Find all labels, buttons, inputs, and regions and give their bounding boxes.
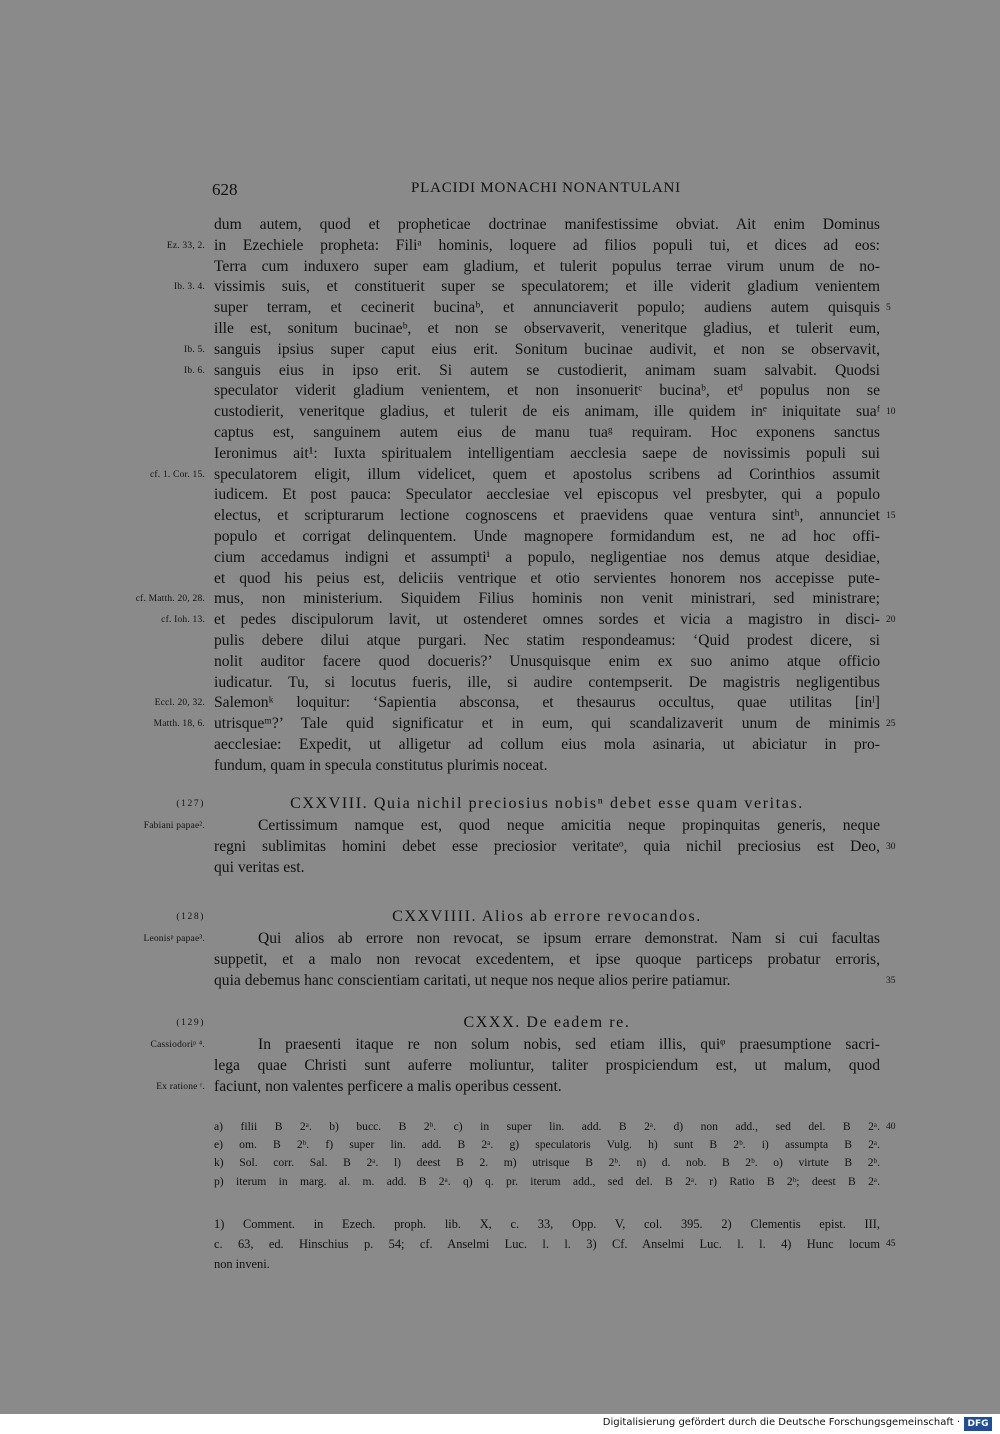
text-line [166,236,880,257]
line-text: a) filii B 2ᵃ. b) bucc. B 2ᵇ. c) in super lin. add. B 2ᵃ. d) non add., sed del. B 2ᵃ. [214,1120,880,1133]
line-number: 15 [886,511,896,522]
text-line [214,735,880,756]
main-text [135,215,896,777]
marginal-reference: cf. Ioh. 13. [161,615,205,626]
text-line [214,1173,880,1191]
text-line [214,631,880,652]
text-line [154,693,880,714]
line-text: sanguis ipsius super caput eius erit. Sonitum bucinae audivit, et non se observavit, [214,340,880,358]
text-line [214,1118,896,1136]
text-line [214,1056,880,1077]
marginal-reference: Ib. 6. [184,365,205,376]
chapter-number: (127) [176,799,205,809]
line-text: nolit auditor facere quod docueris?’ Unusquisque enim ex suo animo atque officio [214,652,880,670]
marginal-reference: Ex ratione ʳ. [156,1081,205,1092]
text-line [214,423,880,444]
line-text: custodierit, veneritque gladius, et tulerit de eis animam, ille quidem inᵉ iniquitate suaᶠ [214,403,880,421]
line-text: quia debemus hanc conscientiam caritati, ut neque nos neque alios perire patiamur. [214,971,731,989]
text-line [135,589,880,610]
line-text: Salemonᵏ loquitur: ‘Sapientia absconsa, et thesaurus occultus, quae utilitas [inˡ] [214,694,880,712]
line-text: electus, et scripturarum lectione cognoscens et praevidens quae ventura sintʰ, annunciet [214,507,880,525]
text-line [214,837,896,858]
chapter-title: CXXVIIII. Alios ab errore revocandos. [392,908,702,925]
text-line [184,361,880,382]
line-text: iudicem. Et post pauca: Speculator aecclesiae vel episcopus vel presbyter, qui a populo [214,486,880,504]
critical-apparatus [214,1118,896,1191]
line-number: 30 [886,841,896,852]
text-line [150,1035,880,1056]
line-text: In praesenti itaque re non solum nobis, sed etiam illis, quiᵠ praesumptione sacri- [258,1036,880,1053]
line-text: e) om. B 2ᵇ. f) super lin. add. B 2ᵃ. g) speculatoris Vulg. h) sunt B 2ᵇ. i) assumpta B 2ᵃ. [214,1138,880,1152]
text-line [143,929,880,950]
text-line [214,971,896,992]
marginal-reference: Ib. 5. [184,344,205,355]
chapter-heading [176,905,880,929]
text-line [184,340,880,361]
text-line [153,714,896,735]
line-text: super terram, et cecinerit bucinaᵇ, et annunciaverit populo; audiens autem quisquis [214,299,880,317]
text-line [214,319,880,340]
text-line [214,652,880,673]
text-line [214,298,891,319]
line-text: speculatorem eligit, illum videlicet, quem et apostolus scribens ad Corinthios assumit [214,465,880,483]
line-text: c. 63, ed. Hinschius p. 54; cf. Anselmi Luc. l. l. 3) Cf. Anselmi Luc. l. l. 4) Hunc locum [214,1237,880,1251]
text-line [214,548,880,569]
line-text: Ieronimus ait¹: Iuxta spiritualem intelligentiam aecclesia saepe de novissimis populi sui [214,444,880,462]
text-line [214,950,880,971]
text-line [214,485,880,506]
marginal-reference: Eccl. 20, 32. [154,698,205,709]
text-line [143,816,880,837]
text-line [214,1254,880,1274]
chapter-title: CXXVIII. Quia nichil preciosius nobisⁿ debet esse quam veritas. [290,795,804,812]
line-text: et pedes discipulorum lavit, ut ostenderet omnes sordes et vicia a magistro in disci- [214,611,880,629]
line-text: iudicatur. Tu, si locutus fueris, ille, si audire contempserit. De magistris negligentibus [214,673,880,691]
chapter-title: CXXX. De eadem re. [463,1014,631,1031]
footer-credit-bar [0,1414,1000,1434]
line-text: qui veritas est. [214,858,305,876]
line-text: p) iterum in marg. al. m. add. B 2ᵃ. q) q. pr. iterum add., sed del. B 2ᵃ. r) Ratio B 2ᵇ; deest B 2ᵃ. [214,1174,880,1188]
page-number: 628 [212,180,238,199]
line-text: vissimis suis, et constituerit super se speculatorem; et ille viderit gladium venientem [214,278,880,296]
line-text: et quod his peius est, deliciis ventrique et otio servientes honorem nos accepisse pute- [214,569,880,587]
chapter-section [143,792,896,878]
line-text: populo et corrigat delinquentem. Unde magnopere formidandum est, ne ad hoc offi- [214,527,880,545]
line-text: captus est, sanguinem autem eius de manu tuaᵍ requiram. Hoc exponens sanctus [214,423,880,441]
line-text: 1) Comment. in Ezech. proph. lib. X, c. 33, Opp. V, col. 395. 2) Clementis epist. III, [214,1217,880,1231]
chapter-section [150,1011,880,1097]
line-text: utrisqueᵐ?’ Tale quid significatur et in eum, qui scandalizaverit unum de minimis [214,715,880,733]
line-number: 40 [886,1122,896,1132]
text-line [173,277,880,298]
dfg-logo: DFG [964,1417,992,1431]
line-text: lega quae Christi sunt auferre moliuntur, taliter prospiciendum est, ut malum, quod [214,1056,880,1074]
running-title: PLACIDI MONACHI NONANTULANI [411,180,681,196]
line-text: regni sublimitas homini debet esse preciosior veritateᵒ, quia nichil preciosius est Deo, [214,837,880,855]
text-line [214,1154,880,1172]
line-number: 35 [886,975,896,986]
line-text: fundum, quam in specula constitutus plurimis noceat. [214,756,548,774]
text-line [214,215,880,236]
text-line [214,569,880,590]
line-text: Certissimum namque est, quod neque amicitia neque propinquitas generis, neque [258,817,880,834]
line-text: Qui alios ab errore non revocat, se ipsum errare demonstrat. Nam si cui facultas [258,930,880,947]
chapter-heading [176,1011,880,1035]
line-text: faciunt, non valentes perficere a malis operibus cessent. [214,1077,562,1095]
text-line [214,444,880,465]
text-line [214,673,880,694]
line-text: Terra cum induxero super eam gladium, et tulerit populus terrae virum unum de no- [214,257,880,275]
text-line [214,1214,880,1234]
marginal-reference: cf. 1. Cor. 15. [150,469,205,480]
marginal-reference: Fabiani papae². [143,821,205,831]
line-number: 25 [886,719,896,730]
text-line [161,610,896,631]
marginal-reference: Ez. 33, 2. [166,240,205,251]
chapter-section [143,905,896,991]
running-head [212,180,880,204]
line-number: 20 [886,615,896,626]
text-line [214,402,896,423]
line-text: non inveni. [214,1257,270,1271]
text-line [214,1234,896,1254]
line-number: 45 [886,1239,896,1249]
text-line [214,858,880,879]
text-line [214,756,880,777]
line-number: 10 [886,407,896,418]
marginal-reference: cf. Matth. 20, 28. [135,594,205,605]
chapter-heading [176,792,880,816]
text-line [156,1077,880,1098]
line-text: k) Sol. corr. Sal. B 2ᵃ. l) deest B 2. m) utrisque B 2ᵇ. n) d. nob. B 2ᵇ. o) virtute B 2ᵇ. [214,1156,880,1170]
funding-credit: Digitalisierung gefördert durch die Deutsche Forschungsgemeinschaft · [602,1417,960,1428]
chapter-number: (128) [176,912,205,922]
text-line [214,527,880,548]
line-text: dum autem, quod et propheticae doctrinae manifestissime obviat. Ait enim Dominus [214,216,880,233]
line-number: 5 [886,303,891,314]
line-text: mus, non ministerium. Siquidem Filius hominis non venit ministrari, sed ministrare; [214,590,880,608]
text-line [214,257,880,278]
marginal-reference: Leonisᵖ papae³. [143,934,205,944]
line-text: aecclesiae: Expedit, ut alligetur ad collum eius mola asinaria, ut abiciatur in pro- [214,735,880,753]
line-text: pulis debere dilui atque purgari. Nec statim respondeamus: ‘Quid prodest dicere, si [214,631,880,649]
line-text: ille est, sonitum bucinaeᵇ, et non se observaverit, veneritque gladius, et tulerit eum, [214,319,880,337]
marginal-reference: Matth. 18, 6. [153,719,205,730]
source-notes [214,1214,896,1274]
text-line [214,1136,880,1154]
marginal-reference: Ib. 3. 4. [173,282,205,293]
chapter-number: (129) [176,1018,205,1028]
text-line [150,465,880,486]
line-text: in Ezechiele propheta: Filiᵃ hominis, loquere ad filios populi tui, et dices ad eos: [214,236,880,254]
line-text: cium accedamus indigni et assumptiⁱ a populo, negligentiae nos demus atque desidiae, [214,548,880,566]
line-text: suppetit, et a malo non revocat excedentem, et ipse quoque particeps probatur erroris, [214,950,880,968]
marginal-reference: Cassiodoriᵖ ⁴. [150,1040,205,1050]
line-text: speculator viderit gladium venientem, et non insonueritᶜ bucinaᵇ, etᵈ populus non se [214,382,880,400]
text-line [214,506,896,527]
line-text: sanguis eius in ipso erit. Si autem se custodierit, animam suam salvabit. Quodsi [214,361,880,379]
text-line [214,381,880,402]
